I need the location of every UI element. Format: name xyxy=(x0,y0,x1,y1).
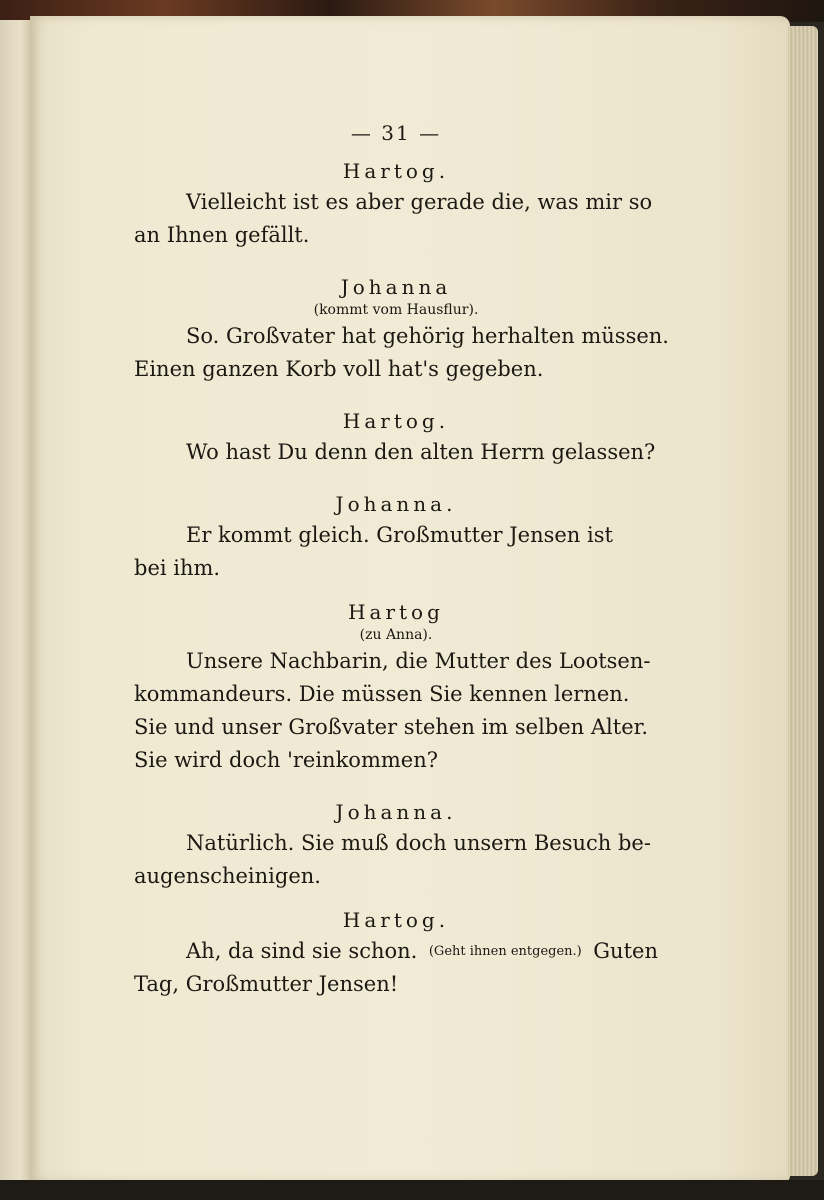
page-edges xyxy=(788,26,818,1176)
stage-direction: (Geht ihnen entgegen.) xyxy=(428,944,582,959)
dialogue-line: Vielleicht ist es aber gerade die, was mir so xyxy=(186,190,653,214)
dialogue-line: Unsere Nachbarin, die Mutter des Lootsen- xyxy=(186,649,651,673)
speaker-name: Hartog. xyxy=(342,159,450,183)
dialogue-line: Natürlich. Sie muß doch unsern Besuch be- xyxy=(186,831,651,855)
dialogue-text: Ah, da sind sie schon. xyxy=(186,939,418,963)
speaker-name: Johanna. xyxy=(335,492,457,516)
dialogue-line: augenscheinigen. xyxy=(134,864,321,888)
dialogue-line: kommandeurs. Die müssen Sie kennen lernen. xyxy=(134,682,630,706)
speaker-name: Hartog xyxy=(348,600,444,624)
stage-direction: (zu Anna). xyxy=(359,627,433,643)
dialogue-text: Guten xyxy=(593,939,658,963)
speaker-name: Johanna xyxy=(340,275,452,299)
facing-page-edge xyxy=(0,20,34,1182)
speaker-name: Johanna. xyxy=(335,800,457,824)
speaker-name: Hartog. xyxy=(342,409,450,433)
page-number: — 31 — xyxy=(350,121,442,145)
dialogue-line: Wo hast Du denn den alten Herrn gelassen? xyxy=(186,440,656,464)
dialogue-line xyxy=(134,935,658,968)
dialogue-line: Sie und unser Großvater stehen im selben Alter. xyxy=(134,715,649,739)
dialogue-line: bei ihm. xyxy=(134,556,221,580)
dialogue-line: Sie wird doch 'reinkommen? xyxy=(134,748,438,772)
bottom-edge xyxy=(0,1180,824,1200)
page-text xyxy=(134,118,669,1001)
dialogue-line: Er kommt gleich. Großmutter Jensen ist xyxy=(186,523,613,547)
dialogue-line: Tag, Großmutter Jensen! xyxy=(134,972,399,996)
dialogue-line: Einen ganzen Korb voll hat's gegeben. xyxy=(134,357,544,381)
dialogue-line: an Ihnen gefällt. xyxy=(134,223,310,247)
dialogue-line: So. Großvater hat gehörig herhalten müssen. xyxy=(186,324,669,348)
speaker-name: Hartog. xyxy=(342,908,450,932)
stage-direction: (kommt vom Hausflur). xyxy=(313,302,479,318)
